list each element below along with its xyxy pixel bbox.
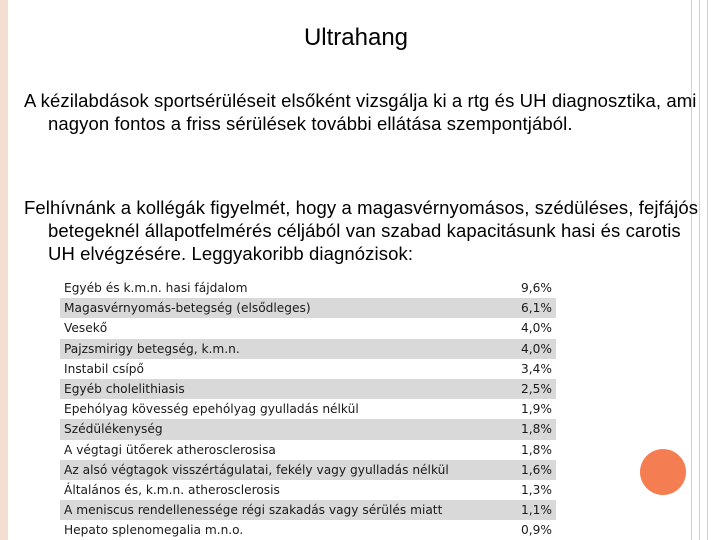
table-row bbox=[60, 339, 556, 359]
paragraph-intro: A kézilabdások sportsérüléseit elsőként vizsgálja ki a rtg és UH diagnosztika, ami nagyon fontos a friss sérülések további ellátása szempontjából. bbox=[24, 90, 697, 134]
right-decor-line bbox=[691, 0, 692, 540]
diagnosis-value: 1,9% bbox=[521, 402, 552, 417]
table-row bbox=[60, 278, 556, 298]
table-row bbox=[60, 298, 556, 318]
table-row bbox=[60, 520, 556, 540]
diagnosis-label: Epehólyag kövesség epehólyag gyulladás nélkül bbox=[64, 402, 359, 417]
diagnosis-value: 1,1% bbox=[521, 503, 552, 518]
diagnosis-value: 6,1% bbox=[521, 301, 552, 316]
diagnosis-value: 1,6% bbox=[521, 462, 552, 477]
decor-circle bbox=[640, 449, 686, 495]
left-decor-bar bbox=[0, 0, 8, 540]
diagnosis-label: Magasvérnyomás-betegség (elsődleges) bbox=[64, 301, 311, 316]
diagnosis-table bbox=[60, 278, 556, 540]
diagnosis-value: 1,8% bbox=[521, 422, 552, 437]
diagnosis-value: 2,5% bbox=[521, 381, 552, 396]
diagnosis-label: A meniscus rendellenessége régi szakadás vagy sérülés miatt bbox=[64, 503, 443, 518]
table-row bbox=[60, 500, 556, 520]
table-row bbox=[60, 379, 556, 399]
slide-title: Ultrahang bbox=[303, 24, 409, 51]
diagnosis-label: Hepato splenomegalia m.n.o. bbox=[64, 523, 244, 538]
right-decor-line bbox=[707, 0, 708, 540]
diagnosis-label: A végtagi ütőerek atherosclerosisa bbox=[64, 442, 276, 457]
diagnosis-value: 1,3% bbox=[521, 482, 552, 497]
diagnosis-value: 4,0% bbox=[521, 321, 552, 336]
diagnosis-label: Az alsó végtagok visszértágulatai, fekély vagy gyulladás nélkül bbox=[64, 462, 449, 477]
diagnosis-value: 1,8% bbox=[521, 442, 552, 457]
diagnosis-label: Egyéb cholelithiasis bbox=[64, 381, 185, 396]
diagnosis-value: 3,4% bbox=[521, 361, 552, 376]
diagnosis-label: Általános és, k.m.n. atherosclerosis bbox=[64, 482, 280, 497]
diagnosis-label: Szédülékenység bbox=[64, 422, 163, 437]
table-row bbox=[60, 480, 556, 500]
table-row bbox=[60, 359, 556, 379]
diagnosis-value: 9,6% bbox=[521, 281, 552, 295]
table-row bbox=[60, 318, 556, 338]
table-row bbox=[60, 440, 556, 460]
right-decor-line bbox=[699, 0, 700, 540]
diagnosis-label: Egyéb és k.m.n. hasi fájdalom bbox=[64, 281, 248, 295]
diagnosis-label: Vesekő bbox=[64, 321, 108, 336]
diagnosis-label: Instabil csípő bbox=[64, 361, 144, 376]
table-row bbox=[60, 460, 556, 480]
diagnosis-value: 0,9% bbox=[521, 523, 552, 538]
diagnosis-label: Pajzsmirigy betegség, k.m.n. bbox=[64, 341, 240, 356]
diagnosis-value: 4,0% bbox=[521, 341, 552, 356]
paragraph-notice: Felhívnánk a kollégák figyelmét, hogy a magasvérnyomásos, szédüléses, fejfájós betegeknél állapotfelmérés céljából van szabad kapacitásunk hasi és carotis UH elvégzésére. Leggyakoribb diagnózisok: bbox=[24, 197, 699, 264]
table-row bbox=[60, 399, 556, 419]
table-row bbox=[60, 419, 556, 439]
